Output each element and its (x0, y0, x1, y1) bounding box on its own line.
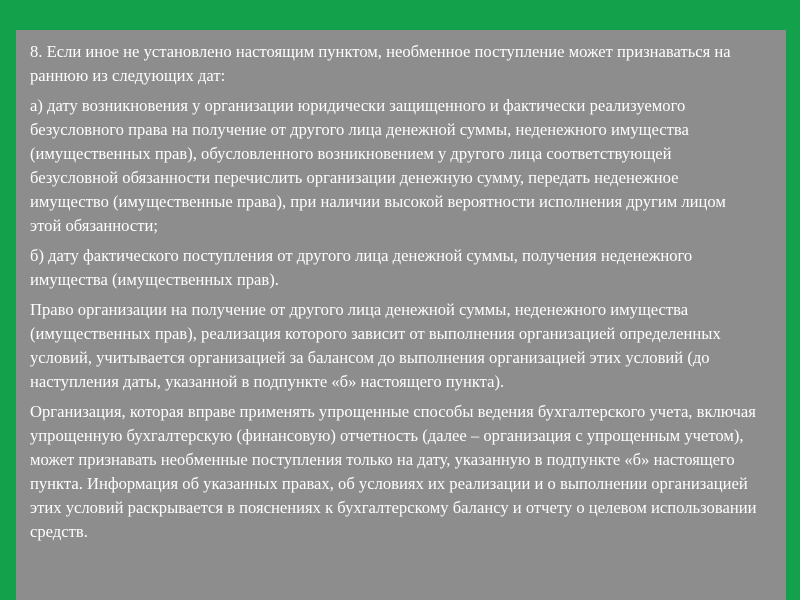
paragraph-simplified-accounting: Организация, которая вправе применять упрощенные способы ведения бухгалтерского учета, включая упрощенную бухгалтерскую (финансовую) отчетность (далее – организация с упрощенным учетом), может признавать необменные поступления только на дату, указанную в подпункте «б» настоящего пункта. Информация об указанных правах, об условиях их реализации и о выполнении организацией этих условий раскрывается в пояснениях к бухгалтерскому балансу и отчету о целевом использовании средств. (30, 402, 757, 541)
paragraph-subitem-a: а) дату возникновения у организации юридически защищенного и фактически реализуемого безусловного права на получение от другого лица денежной суммы, неденежного имущества (имущественных прав), обусловленного возникновением у другого лица соответствующей безусловной обязанности перечислить организации денежную сумму, передать неденежное имущество (имущественные права), при наличии высокой вероятности исполнения другим лицом этой обязанности; (30, 96, 726, 235)
text-panel (16, 30, 786, 600)
paragraph-subitem-b: б) дату фактического поступления от другого лица денежной суммы, получения неденежного имущества (имущественных прав). (30, 246, 693, 289)
paragraph-off-balance-rights: Право организации на получение от другого лица денежной суммы, неденежного имущества (имущественных прав), реализация которого зависит от выполнения организацией определенных условий, учитывается организацией за балансом до выполнения организацией этих условий (до наступления даты, указанной в подпункте «б» настоящего пункта). (30, 300, 721, 391)
paragraph-item-8: 8. Если иное не установлено настоящим пунктом, необменное поступление может признаваться на раннюю из следующих дат: (30, 42, 731, 85)
